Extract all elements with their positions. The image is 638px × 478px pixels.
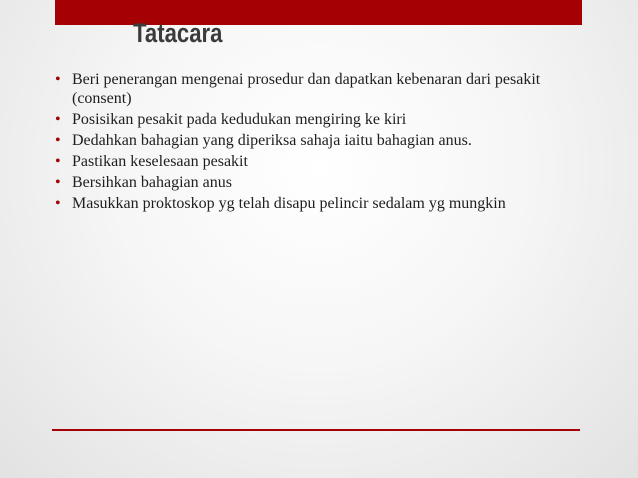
bottom-divider [52,429,580,431]
bullet-marker: • [55,71,61,88]
bullet-marker: • [55,111,61,128]
bullet-marker: • [55,132,61,149]
bullet-text: Pastikan keselesaan pesakit [72,153,248,170]
bullet-item [55,152,585,171]
bullet-item [55,194,585,213]
bullet-item [55,131,585,150]
bullet-item [55,110,585,129]
bullet-item [55,173,585,192]
bullet-list [55,70,585,215]
bullet-text: Dedahkan bahagian yang diperiksa sahaja iaitu bahagian anus. [72,132,472,149]
bullet-text: Beri penerangan mengenai prosedur dan dapatkan kebenaran dari pesakit (consent) [72,71,541,107]
bullet-marker: • [55,174,61,191]
bullet-text: Bersihkan bahagian anus [72,174,232,191]
slide-title: Tatacara [133,18,223,48]
bullet-text: Masukkan proktoskop yg telah disapu pelincir sedalam yg mungkin [72,195,506,212]
bullet-marker: • [55,195,61,212]
bullet-text: Posisikan pesakit pada kedudukan mengiring ke kiri [72,111,407,128]
bullet-item [55,70,585,108]
bullet-marker: • [55,153,61,170]
